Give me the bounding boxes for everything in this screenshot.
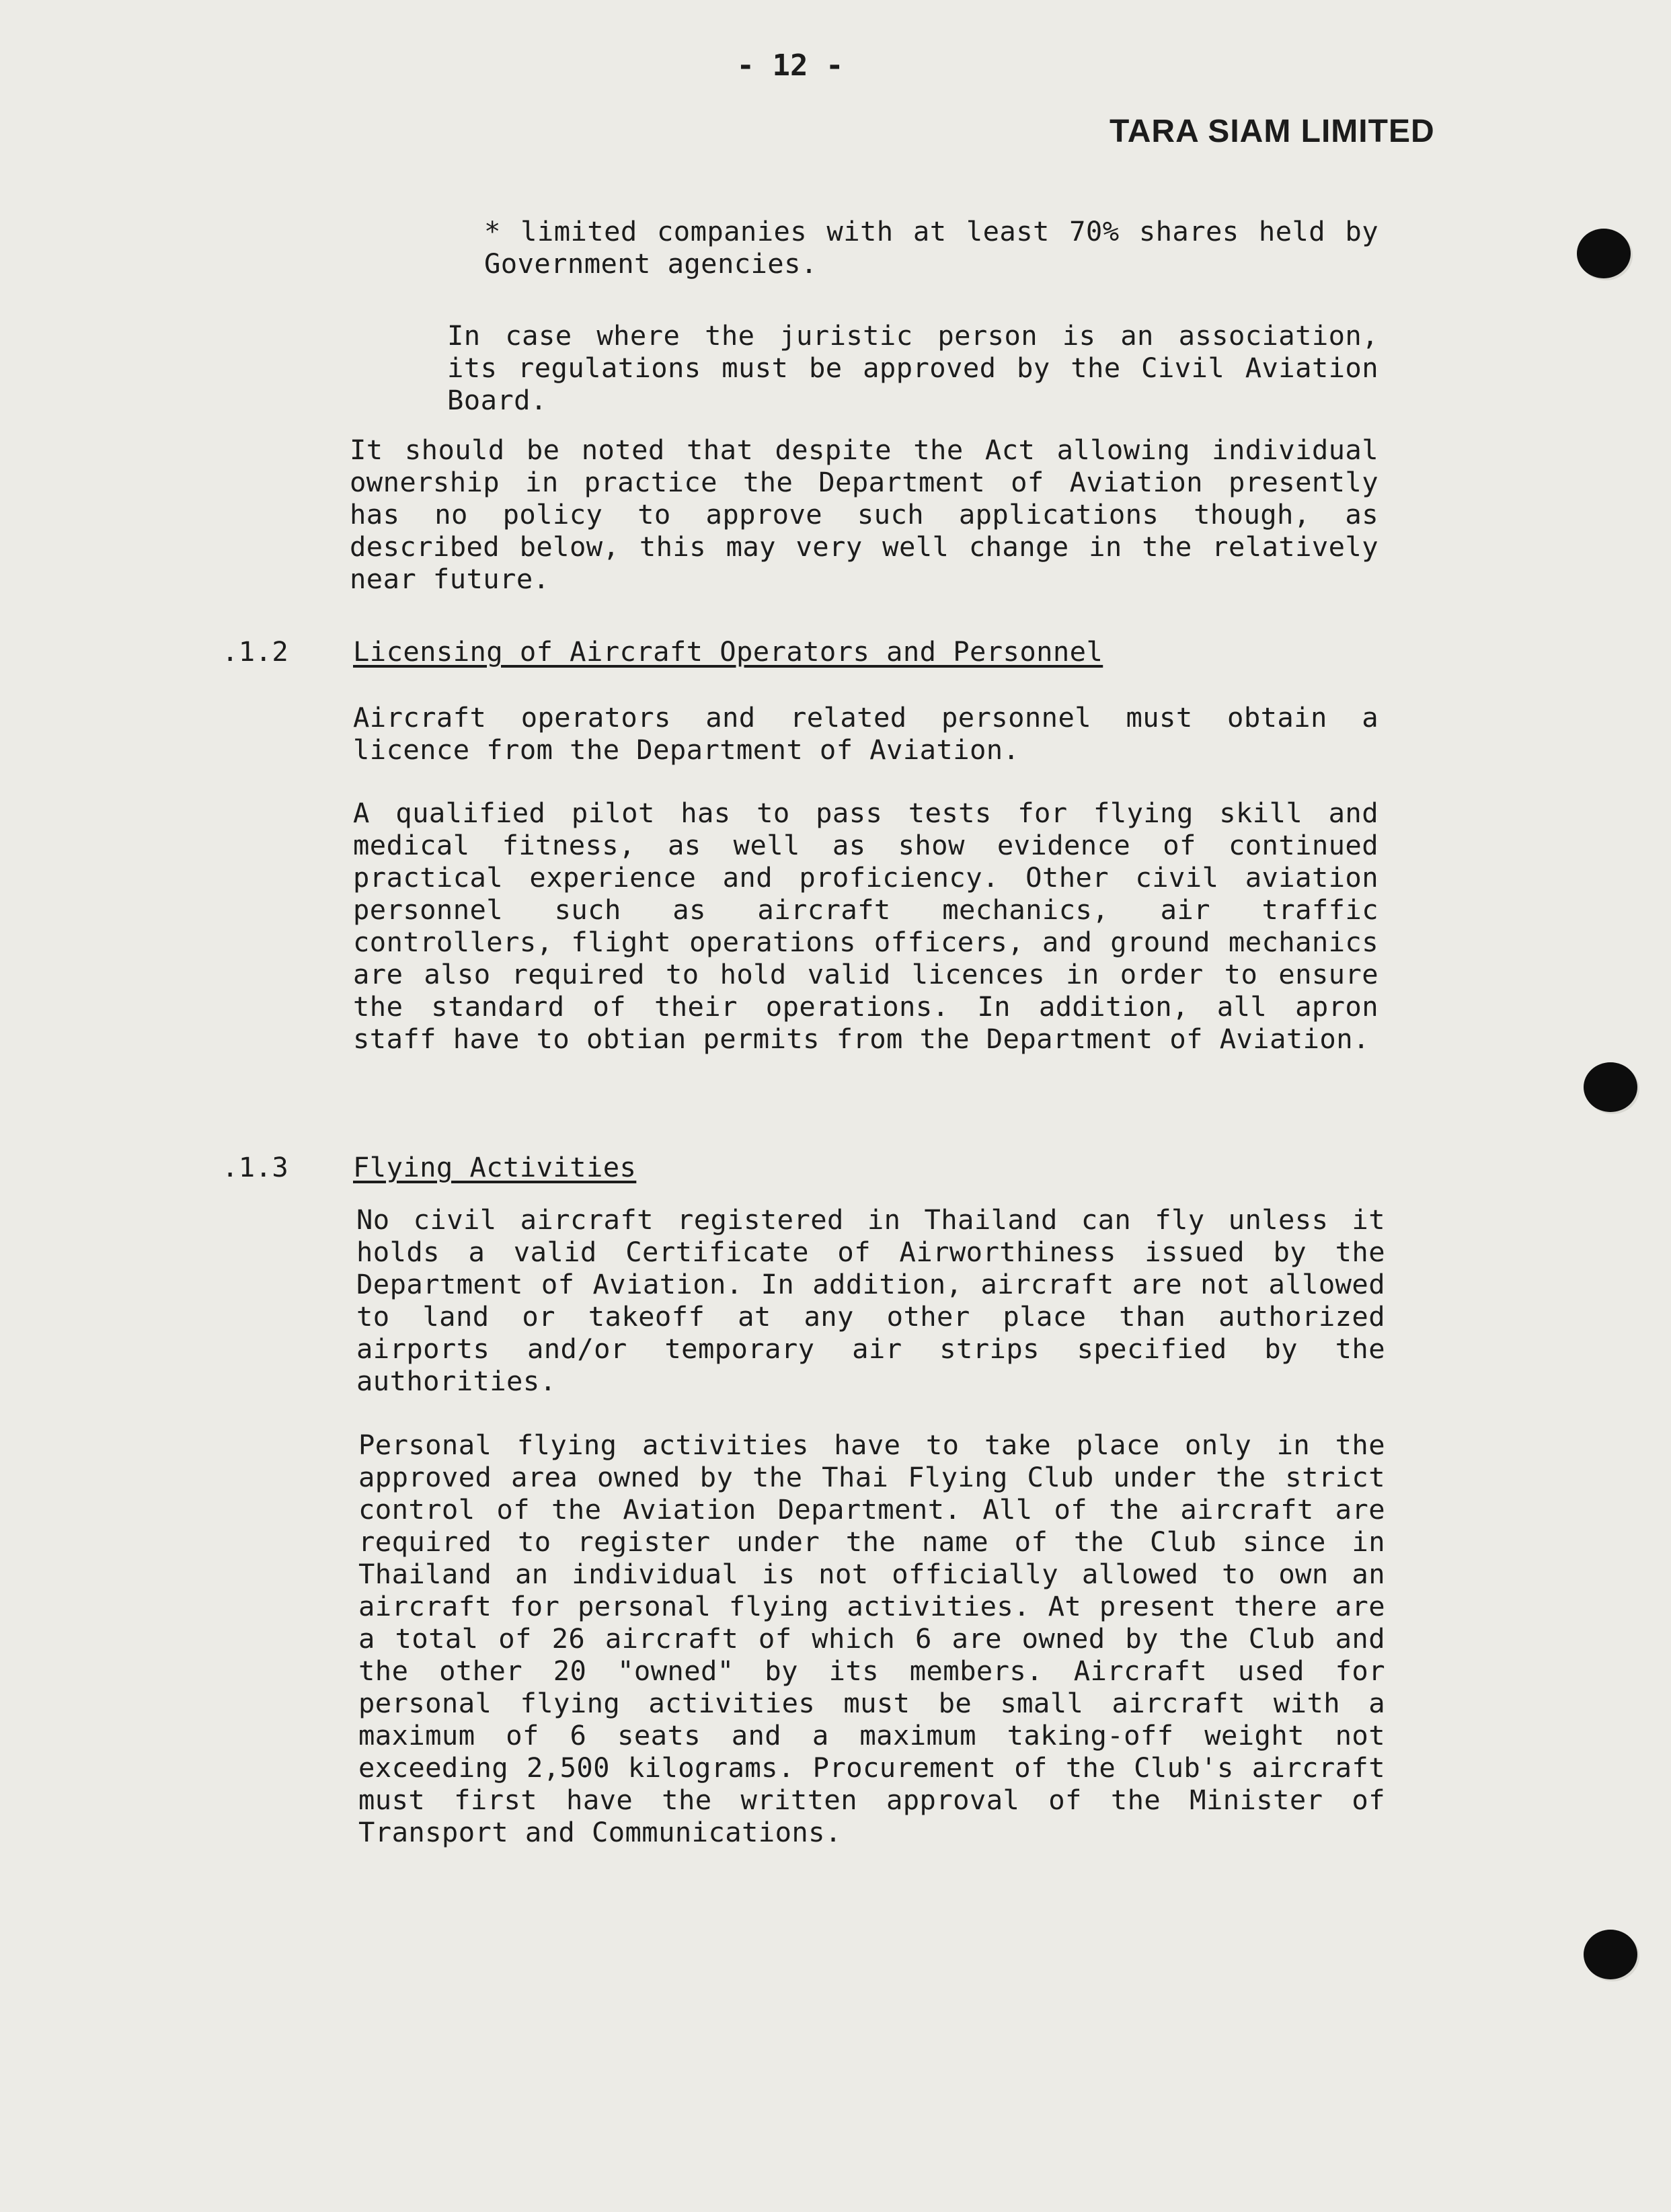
paragraph-airworthiness: No civil aircraft registered in Thailand can fly unless it holds a valid Certificate of Airworthiness issued by the Department of Aviation. In addition, aircraft are not allowed to land or takeoff at any other place than authorized airports and/or temporary air strips specified by the authorities. — [356, 1203, 1385, 1397]
section-title: Flying Activities — [353, 1151, 637, 1183]
indented-paragraph: In case where the juristic person is an association, its regulations must be approved by the Civil Aviation Board. — [447, 319, 1378, 416]
paragraph-ownership-policy: It should be noted that despite the Act allowing individual ownership in practice the Department of Aviation presently has no policy to approve such applications though, as described below, this may very well change in the relatively near future. — [350, 434, 1378, 595]
company-name: TARA SIAM LIMITED — [1110, 114, 1435, 149]
paragraph-licence-requirement: Aircraft operators and related personnel must obtain a licence from the Department of Aviation. — [353, 701, 1378, 766]
page-number: - 12 - — [736, 48, 844, 83]
bullet-item: * limited companies with at least 70% shares held by Government agencies. — [484, 215, 1378, 280]
section-title: Licensing of Aircraft Operators and Personnel — [353, 635, 1103, 668]
punch-hole — [1584, 1062, 1637, 1112]
section-number: .1.3 — [222, 1151, 289, 1183]
punch-hole — [1577, 229, 1631, 278]
paragraph-personal-flying: Personal flying activities have to take place only in the approved area owned by the Thai Flying Club under the strict control of the Aviation Department. All of the aircraft are required to register under the name of the Club since in Thailand an individual is not officially allowed to own an aircraft for personal flying activities. At present there are a total of 26 aircraft of which 6 are owned by the Club and the other 20 "owned" by its members. Aircraft used for personal flying activities must be small aircraft with a maximum of 6 seats and a maximum taking-off weight not exceeding 2,500 kilograms. Procurement of the Club's aircraft must first have the written approval of the Minister of Transport and Communications. — [358, 1429, 1385, 1848]
paragraph-pilot-qualification: A qualified pilot has to pass tests for flying skill and medical fitness, as well as show evidence of continued practical experience and proficiency. Other civil aviation personnel such as aircraft mechanics, air traffic controllers, flight operations officers, and ground mechanics are also required to hold valid licences in order to ensure the standard of their operations. In addition, all apron staff have to obtian permits from the Department of Aviation. — [353, 797, 1378, 1055]
section-number: .1.2 — [222, 635, 289, 668]
punch-hole — [1584, 1930, 1637, 1979]
